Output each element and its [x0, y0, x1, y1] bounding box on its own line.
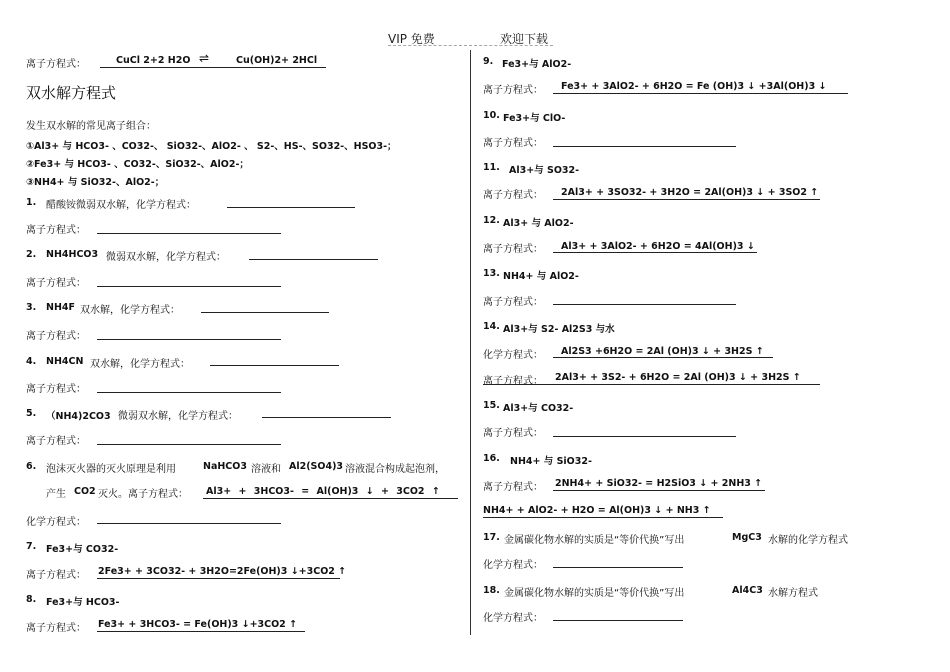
q17-text-2: 水解的化学方程式 [768, 535, 848, 546]
q15-ion-label: 离子方程式： [483, 428, 543, 439]
q3-ion-blank [97, 339, 281, 340]
q6-equation: Al3+ + 3HCO3- = Al(OH)3 ↓ + 3CO2 ↑ [206, 486, 440, 497]
q14-chem-underline [553, 357, 773, 358]
q15-title: Al3+与 CO32- [503, 403, 574, 414]
column-divider [470, 50, 471, 635]
q14-ion-equation: 2Al3+ + 3S2- + 6H2O = 2Al (OH)3 ↓ + 3H2S ↑ [555, 372, 801, 383]
q1-blank [227, 207, 355, 208]
q2-number: 2. [26, 249, 37, 260]
q4-blank [210, 365, 339, 366]
q10-title: Fe3+与 ClO- [503, 113, 566, 124]
q14-chem-label: 化学方程式： [483, 350, 543, 361]
cucl2-product: Cu(OH)2+ 2HCl [236, 55, 318, 66]
q9-number: 9. [483, 56, 494, 67]
q7-number: 7. [26, 541, 37, 552]
q10-number: 10. [483, 110, 500, 121]
q5-ion-blank [97, 444, 281, 445]
q17-number: 17. [483, 532, 500, 543]
header-underline [388, 45, 553, 46]
q7-ion-label: 离子方程式： [26, 570, 86, 581]
q13-number: 13. [483, 268, 500, 279]
q14-ion-label: 离子方程式： [483, 376, 543, 387]
q4-ion-label: 离子方程式： [26, 384, 86, 395]
q2-ion-label: 离子方程式： [26, 278, 86, 289]
q3-text: 双水解，化学方程式： [80, 305, 180, 316]
q15-ion-blank [553, 436, 736, 437]
q5-blank [262, 417, 391, 418]
q9-equation: Fe3+ + 3AlO2- + 6H2O = Fe (OH)3 ↓ +3Al(OH)3 ↓ [561, 81, 827, 92]
q8-title: Fe3+与 HCO3- [46, 597, 120, 608]
q6-compound-1: NaHCO3 [203, 461, 247, 472]
q9-ion-label: 离子方程式： [483, 85, 543, 96]
q6-text-4: 产生 [46, 489, 66, 500]
q16-equation: 2NH4+ + SiO32- = H2SiO3 ↓ + 2NH3 ↑ [555, 478, 763, 489]
ion-label: 离子方程式： [26, 59, 86, 70]
q6-text-2: 溶液和 [251, 464, 281, 475]
q9-title: Fe3+与 AlO2- [502, 59, 572, 70]
q1-number: 1. [26, 197, 37, 208]
q8-eq-underline [97, 631, 305, 632]
q16-equation-2: NH4+ + AlO2- + H2O = Al(OH)3 ↓ + NH3 ↑ [483, 505, 711, 516]
q6-compound-3: CO2 [74, 486, 96, 497]
header-vip: VIP 免费 [388, 32, 435, 46]
q17-chem-blank [553, 567, 683, 568]
q14-chem-equation: Al2S3 +6H2O = 2Al (OH)3 ↓ + 3H2S ↑ [561, 346, 764, 357]
q17-chem-label: 化学方程式： [483, 560, 543, 571]
q3-number: 3. [26, 302, 37, 313]
q11-ion-label: 离子方程式： [483, 190, 543, 201]
q11-equation: 2Al3+ + 3SO32- + 3H2O = 2Al(OH)3 ↓ + 3SO2 ↑ [561, 187, 819, 198]
q4-compound: NH4CN [46, 356, 84, 367]
q10-ion-blank [553, 146, 736, 147]
q6-text-3: 溶液混合构成起泡剂， [345, 464, 445, 475]
equilibrium-arrow-icon: ⇌ [199, 51, 210, 65]
q3-compound: NH4F [46, 302, 76, 313]
q16-title: NH4+ 与 SiO32- [510, 456, 592, 467]
q18-chem-blank [553, 620, 683, 621]
q6-number: 6. [26, 461, 37, 472]
q18-chem-label: 化学方程式： [483, 613, 543, 624]
q18-number: 18. [483, 585, 500, 596]
answer-line [100, 67, 326, 68]
q9-eq-underline [553, 93, 848, 94]
q12-eq-underline [553, 252, 757, 253]
q14-ion-underline [483, 384, 820, 385]
q1-text: 醋酸铵微弱双水解，化学方程式： [46, 200, 196, 211]
q2-text: 微弱双水解，化学方程式： [106, 252, 226, 263]
q6-eq-underline [203, 498, 458, 499]
q17-compound: MgC3 [732, 532, 762, 543]
q7-equation: 2Fe3+ + 3CO32- + 3H2O=2Fe(OH)3 ↓+3CO2 ↑ [98, 566, 347, 577]
q2-blank [249, 259, 378, 260]
q18-text-2: 水解方程式 [768, 588, 818, 599]
q15-number: 15. [483, 400, 500, 411]
q7-eq-underline [97, 578, 340, 579]
q16-number: 16. [483, 453, 500, 464]
q11-eq-underline [553, 199, 820, 200]
q13-title: NH4+ 与 AlO2- [503, 271, 579, 282]
q8-number: 8. [26, 594, 37, 605]
q11-number: 11. [483, 162, 500, 173]
q5-compound: （NH4)2CO3 [46, 411, 111, 422]
combo-1: ①Al3+ 与 HCO3- 、CO32-、 SiO32-、AlO2- 、 S2-、HS-、SO32-、HSO3-； [26, 141, 397, 152]
q12-equation: Al3+ + 3AlO2- + 6H2O = 4Al(OH)3 ↓ [561, 241, 755, 252]
q18-text-1: 金属碳化物水解的实质是“等价代换”写出 [504, 588, 685, 599]
q12-number: 12. [483, 215, 500, 226]
q14-title: Al3+与 S2- Al2S3 与水 [503, 324, 615, 335]
q16-ion-label: 离子方程式： [483, 482, 543, 493]
q7-title: Fe3+与 CO32- [46, 544, 119, 555]
q3-ion-label: 离子方程式： [26, 331, 86, 342]
q12-ion-label: 离子方程式： [483, 244, 543, 255]
q1-ion-label: 离子方程式： [26, 225, 86, 236]
q2-ion-blank [97, 286, 281, 287]
q10-ion-label: 离子方程式： [483, 138, 543, 149]
q1-ion-blank [97, 233, 281, 234]
q4-text: 双水解，化学方程式： [90, 359, 190, 370]
q13-ion-label: 离子方程式： [483, 297, 543, 308]
cucl2-reactant: CuCl 2+2 H2O [116, 55, 191, 66]
q14-number: 14. [483, 321, 500, 332]
q3-blank [201, 312, 329, 313]
q4-number: 4. [26, 356, 37, 367]
q6-chem-blank [97, 523, 281, 524]
q6-chem-label: 化学方程式： [26, 517, 86, 528]
q5-text: 微弱双水解，化学方程式： [118, 411, 238, 422]
q17-text-1: 金属碳化物水解的实质是“等价代换”写出 [504, 535, 685, 546]
q6-compound-2: Al2(SO4)3 [289, 461, 344, 472]
header-welcome: 欢迎下载 [500, 32, 549, 46]
q13-ion-blank [553, 304, 736, 305]
combo-2: ②Fe3+ 与 HCO3- 、CO32-、SiO32-、AlO2-； [26, 159, 249, 170]
q18-compound: Al4C3 [732, 585, 763, 596]
q4-ion-blank [97, 392, 281, 393]
q16-eq-underline [553, 490, 765, 491]
section-title: 双水解方程式 [26, 84, 117, 102]
q6-text-1: 泡沫灭火器的灭火原理是利用 [46, 464, 176, 475]
q5-number: 5. [26, 408, 37, 419]
q2-compound: NH4HCO3 [46, 249, 99, 260]
q8-ion-label: 离子方程式： [26, 623, 86, 634]
q5-ion-label: 离子方程式： [26, 436, 86, 447]
combo-3: ③NH4+ 与 SiO32-、AlO2-； [26, 177, 165, 188]
intro-text: 发生双水解的常见离子组合： [26, 121, 156, 132]
q8-equation: Fe3+ + 3HCO3- = Fe(OH)3 ↓+3CO2 ↑ [98, 619, 298, 630]
q16-eq2-underline [483, 517, 723, 518]
q11-title: Al3+与 SO32- [509, 165, 580, 176]
q6-text-5: 灭火。离子方程式： [98, 489, 188, 500]
q12-title: Al3+ 与 AlO2- [503, 218, 574, 229]
